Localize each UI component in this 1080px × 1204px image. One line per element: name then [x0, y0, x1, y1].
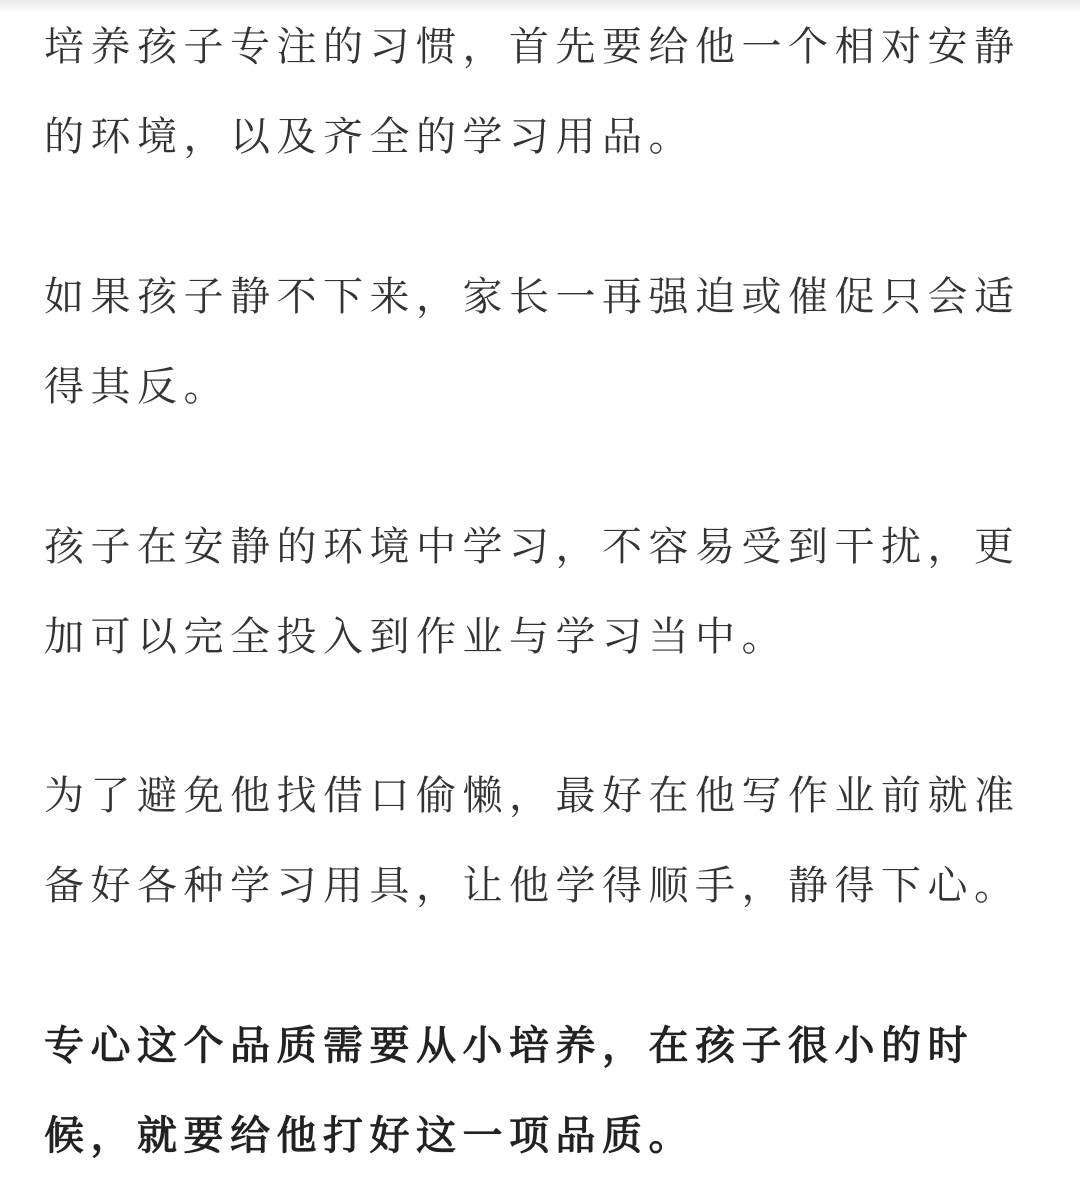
paragraph-4: [44, 751, 1021, 931]
paragraph-2-line-2: 得其反。: [44, 364, 230, 410]
paragraph-5-line-1: 专心这个品质需要从小培养，在孩子很小的时: [44, 1023, 974, 1069]
paragraph-3-line-2: 加可以完全投入到作业与学习当中。: [44, 614, 788, 660]
paragraph-1: [44, 2, 1021, 182]
paragraph-2-line-1: 如果孩子静不下来，家长一再强迫或催促只会适: [44, 274, 1021, 320]
paragraph-1-line-1: 培养孩子专注的习惯，首先要给他一个相对安静: [44, 24, 1021, 70]
paragraph-5-line-2: 候，就要给他打好这一项品质。: [44, 1113, 695, 1159]
paragraph-3-line-1: 孩子在安静的环境中学习，不容易受到干扰，更: [44, 524, 1021, 570]
paragraph-2: [44, 252, 1021, 432]
paragraph-4-line-1: 为了避免他找借口偷懒，最好在他写作业前就准: [44, 773, 1021, 819]
paragraph-3: [44, 502, 1021, 682]
paragraph-1-line-2: 的环境，以及齐全的学习用品。: [44, 114, 695, 160]
paragraph-5-bold: [44, 1001, 974, 1181]
paragraph-4-line-2: 备好各种学习用具，让他学得顺手，静得下心。: [44, 863, 1021, 909]
